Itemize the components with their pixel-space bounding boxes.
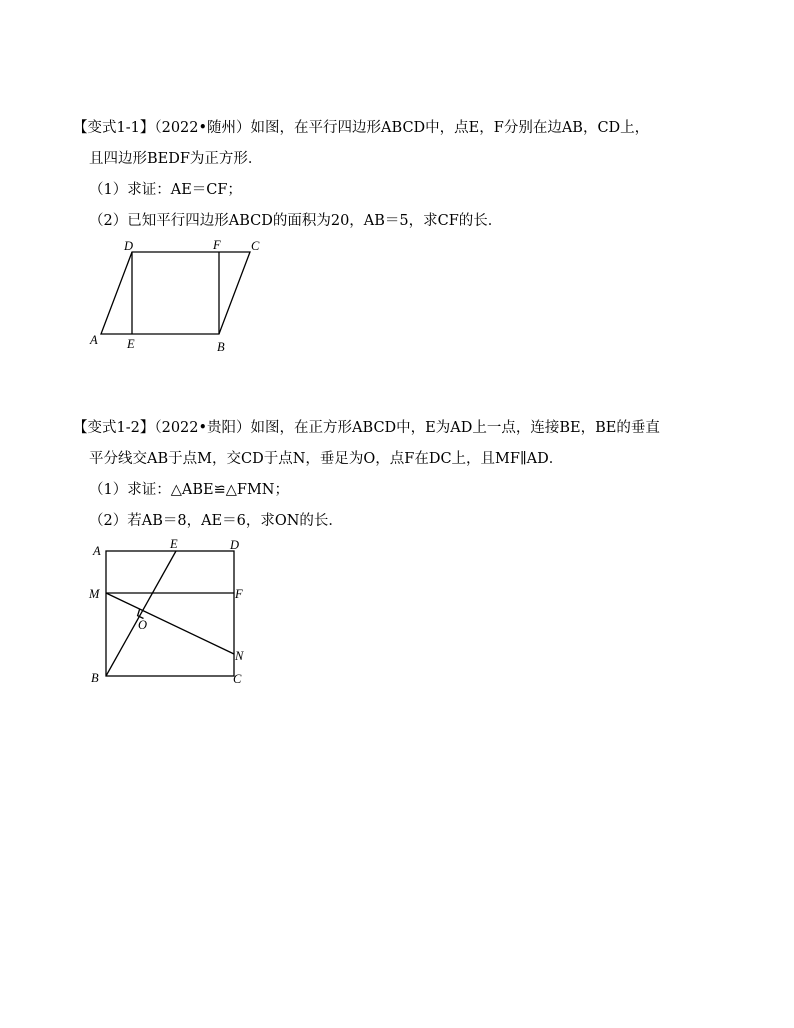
parallelogram-abcd bbox=[101, 252, 250, 334]
problem2-part1: （1）求证：△ABE≌△FMN； bbox=[89, 482, 289, 498]
label-b: B bbox=[217, 340, 225, 354]
label-c: C bbox=[251, 239, 260, 253]
segment-mn bbox=[106, 593, 234, 654]
label-a: A bbox=[93, 544, 101, 558]
problem1-line2: 且四边形BEDF为正方形． bbox=[89, 151, 263, 167]
label-f: F bbox=[235, 587, 243, 601]
problem2-part2: （2）若AB＝8，AE＝6，求ON的长． bbox=[89, 513, 343, 529]
square-figure bbox=[80, 534, 260, 690]
problem2-line2: 平分线交AB于点M，交CD于点N，垂足为O，点F在DC上，且MF∥AD． bbox=[89, 451, 564, 467]
problem1-header: 【变式1-1】（2022•随州）如图，在平行四边形ABCD中，点E，F分别在边AB，CD上， bbox=[73, 120, 650, 136]
problem1-part2: （2）已知平行四边形ABCD的面积为20，AB＝5，求CF的长． bbox=[89, 213, 503, 229]
label-m: M bbox=[89, 587, 100, 601]
parallelogram-figure bbox=[80, 234, 280, 360]
label-a: A bbox=[90, 333, 98, 347]
label-b: B bbox=[91, 671, 99, 685]
label-d: D bbox=[124, 239, 134, 253]
segment-be bbox=[106, 551, 176, 676]
label-f: F bbox=[213, 238, 221, 252]
label-n: N bbox=[235, 649, 244, 663]
problem2-header: 【变式1-2】（2022•贵阳）如图，在正方形ABCD中，E为AD上一点，连接BE，BE的垂直 bbox=[73, 420, 660, 436]
label-e: E bbox=[170, 537, 178, 551]
label-c: C bbox=[233, 672, 242, 686]
label-o: O bbox=[138, 618, 148, 632]
square-abcd bbox=[106, 551, 234, 676]
label-d: D bbox=[230, 538, 240, 552]
problem1-part1: （1）求证：AE＝CF； bbox=[89, 182, 242, 198]
label-e: E bbox=[127, 337, 135, 351]
